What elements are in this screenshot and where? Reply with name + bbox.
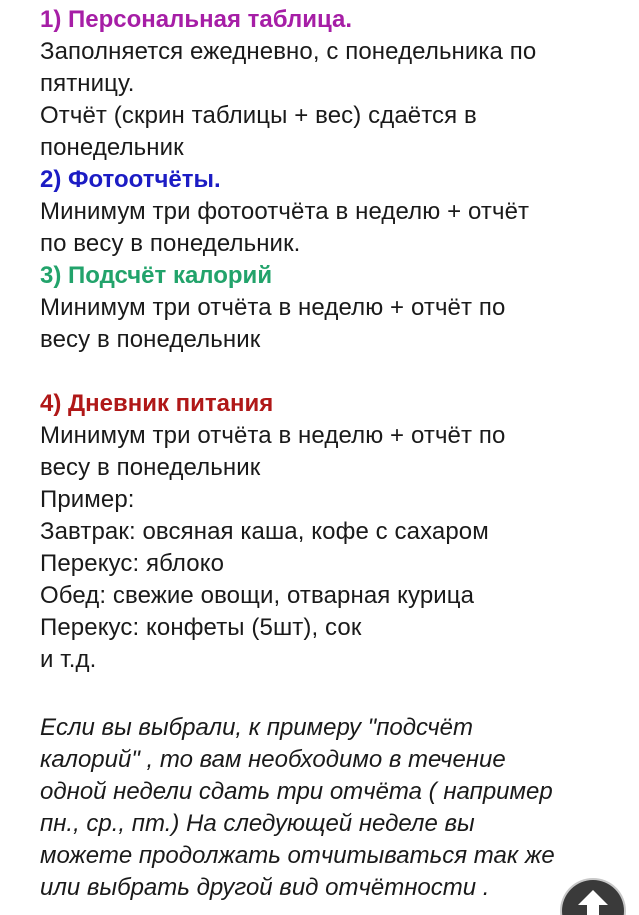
text-line: весу в понедельник (40, 454, 261, 481)
section-heading: 2) Фотоотчёты. (40, 166, 221, 193)
note-paragraph (40, 712, 620, 904)
section-heading: 4) Дневник питания (40, 390, 274, 417)
document-body (40, 4, 620, 904)
section-calorie-count (40, 260, 620, 356)
section-heading: 3) Подсчёт калорий (40, 262, 273, 289)
section-food-diary (40, 388, 620, 676)
text-line: пятницу. (40, 70, 135, 97)
section-personal-table (40, 4, 620, 164)
note-line: калорий" , то вам необходимо в течение (40, 746, 506, 773)
text-line: Минимум три фотоотчёта в неделю + отчёт (40, 198, 530, 225)
text-line: и т.д. (40, 646, 97, 673)
text-line: Минимум три отчёта в неделю + отчёт по (40, 294, 506, 321)
section-heading: 1) Персональная таблица. (40, 6, 353, 33)
note-line: можете продолжать отчитываться так же (40, 842, 555, 869)
text-line: Заполняется ежедневно, с понедельника по (40, 38, 537, 65)
text-line: Пример: (40, 486, 135, 513)
note-line: одной недели сдать три отчёта ( например (40, 778, 553, 805)
note-line: или выбрать другой вид отчётности . (40, 874, 490, 901)
text-line: понедельник (40, 134, 184, 161)
note-line: пн., ср., пт.) На следующей неделе вы (40, 810, 475, 837)
arrow-up-icon (575, 888, 611, 915)
note-line: Если вы выбрали, к примеру "подсчёт (40, 714, 473, 741)
text-line: Перекус: конфеты (5шт), сок (40, 614, 362, 641)
text-line: Перекус: яблоко (40, 550, 225, 577)
text-line: Завтрак: овсяная каша, кофе с сахаром (40, 518, 489, 545)
text-line: Обед: свежие овощи, отварная курица (40, 582, 475, 609)
blank-line (40, 356, 620, 388)
section-photo-reports (40, 164, 620, 260)
text-line: весу в понедельник (40, 326, 261, 353)
text-line: Отчёт (скрин таблицы + вес) сдаётся в (40, 102, 477, 129)
text-line: по весу в понедельник. (40, 230, 301, 257)
text-line: Минимум три отчёта в неделю + отчёт по (40, 422, 506, 449)
blank-line (40, 676, 620, 712)
